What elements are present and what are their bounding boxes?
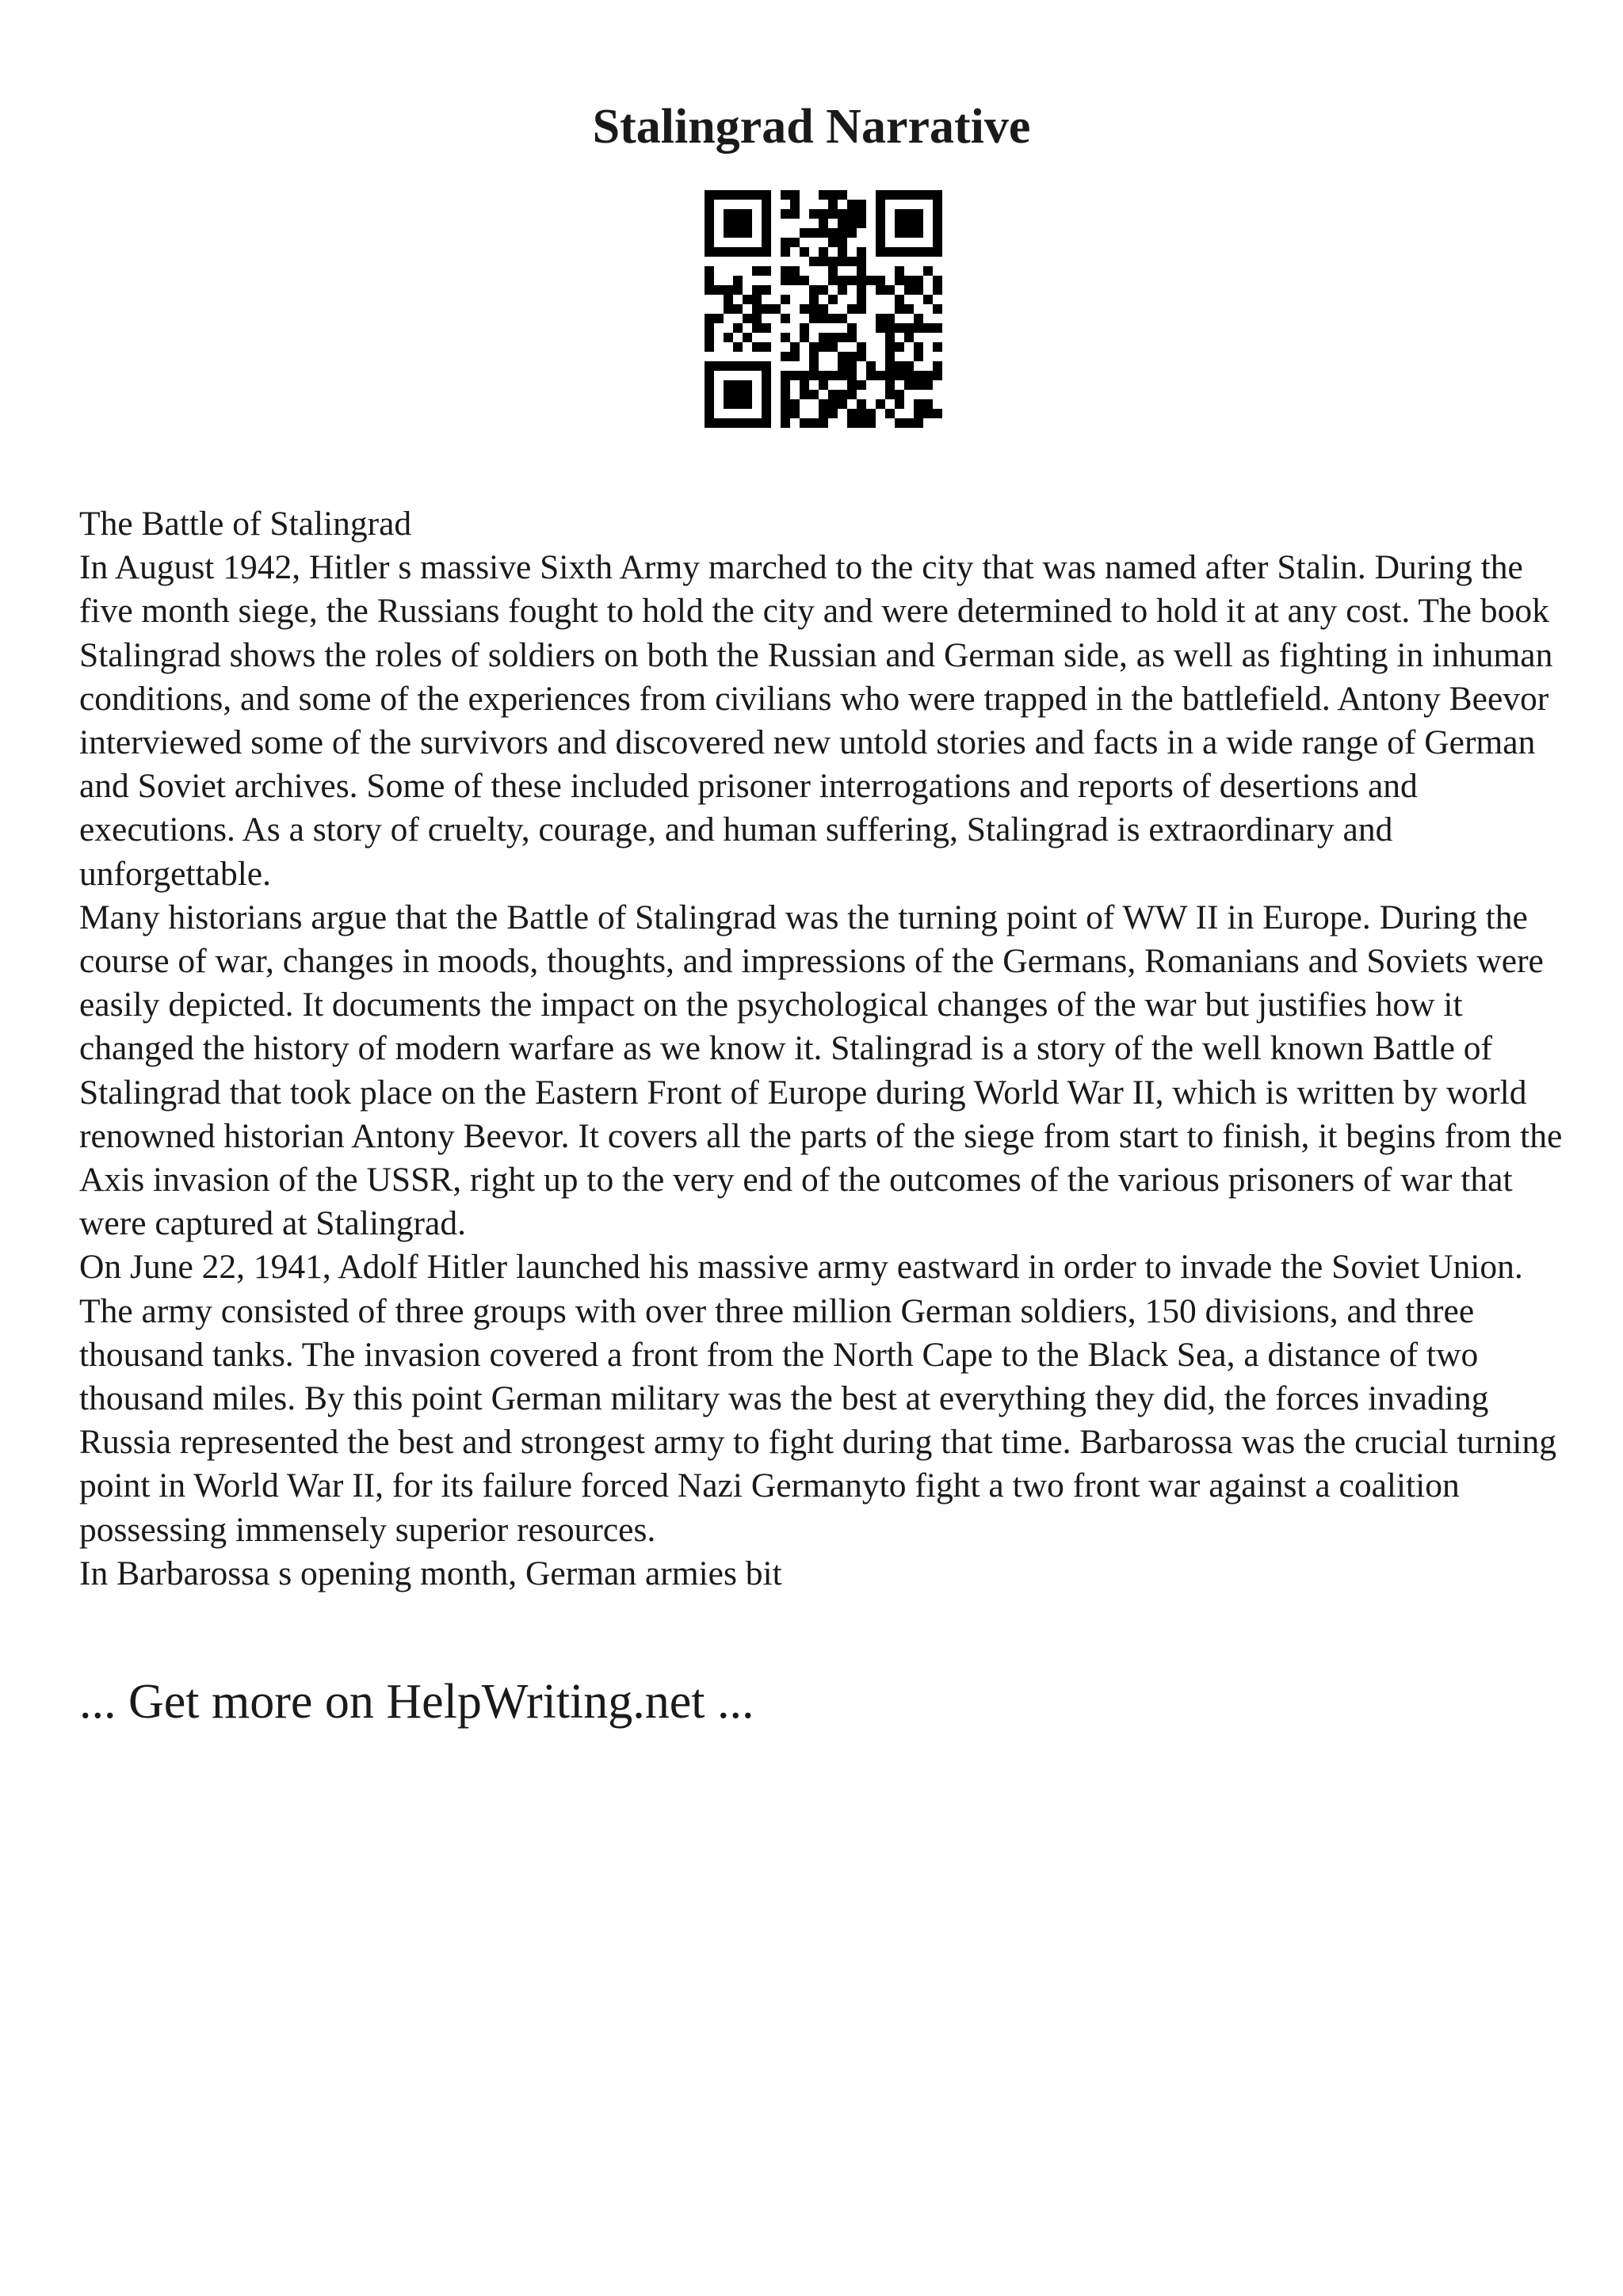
paragraph: Many historians argue that the Battle of Stalingrad was the turning point of WW II in Europe. During the course of war, changes in moods, thoughts, and impressions of the Germans, Romanians and Soviets were easily depicted. It documents the impact on the psychological changes of the war but justifies how it changed the history of modern warfare as we know it. Stalingrad is a story of the well known Battle of Stalingrad that took place on the Eastern Front of Europe during World War II, which is written by world renowned historian Antony Beevor. It covers all the parts of the siege from start to finish, it begins from the Axis invasion of the USSR, right up to the very end of the outcomes of the various prisoners of war that were captured at Stalingrad. [79,898,1563,1243]
paragraph: On June 22, 1941, Adolf Hitler launched his massive army eastward in order to invade the Soviet Union. The army consisted of three groups with over three million German soldiers, 150 divisions, and three thousand tanks. The invasion covered a front from the North Cape to the Black Sea, a distance of two thousand miles. By this point German military was the best at everything they did, the forces invading Russia represented the best and strongest army to fight during that time. Barbarossa was the crucial turning point in World War II, for its failure forced Nazi Germanyto fight a two front war against a coalition possessing immensely superior resources. [79,1248,1556,1549]
document-body [79,502,1569,1596]
more-link[interactable]: ... Get more on HelpWriting.net ... [79,1675,754,1729]
qr-code-image [705,190,942,428]
paragraph: In August 1942, Hitler s massive Sixth Army marched to the city that was named after Stalin. During the five month siege, the Russians fought to hold the city and were determined to hold it at any cost. The book Stalingrad shows the roles of soldiers on both the Russian and German side, as well as fighting in inhuman conditions, and some of the experiences from civilians who were trapped in the battlefield. Antony Beevor interviewed some of the survivors and discovered new untold stories and facts in a wide range of German and Soviet archives. Some of these included prisoner interrogations and reports of desertions and executions. As a story of cruelty, courage, and human suffering, Stalingrad is extraordinary and unforgettable. [79,548,1553,893]
paragraph-heading: The Battle of Stalingrad [79,505,412,543]
document-title: Stalingrad Narrative [592,100,1031,154]
paragraph: In Barbarossa s opening month, German armies bit [79,1554,782,1592]
